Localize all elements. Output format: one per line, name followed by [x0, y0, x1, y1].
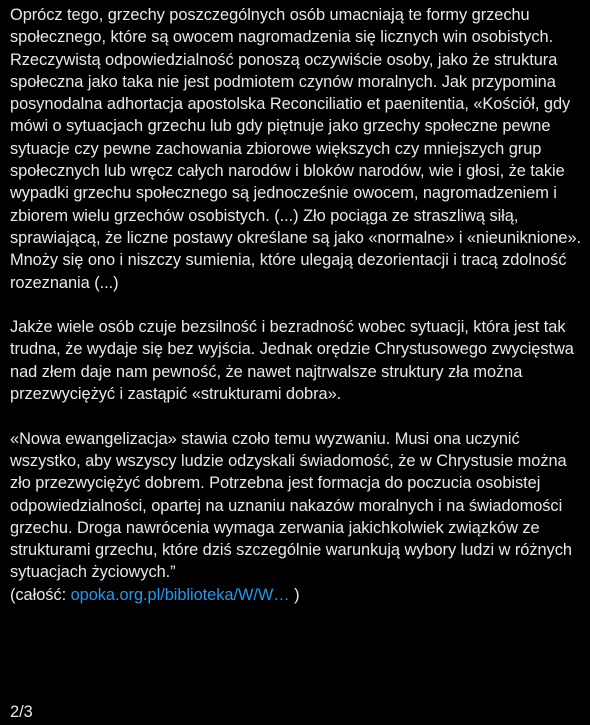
source-prefix: (całość:: [10, 585, 71, 604]
source-line: [10, 584, 582, 606]
post-body: [10, 4, 582, 606]
post-paragraph-3-text: «Nowa ewangelizacja» stawia czoło temu wyzwaniu. Musi ona uczynić wszystko, aby wszyscy ludzie odzyskali świadomość, że w Chrystusie można zło przezwyciężyć dobrem. Potrzebna jest formacja do poczucia osobistej odpowiedzialności, opartej na uznaniu nakazów moralnych i na świadomości grzechu. Droga nawrócenia wymaga zerwania jakichkolwiek związków ze strukturami grzechu, które dziś szczególnie warunkują wybory ludzi w różnych sytuacjach życiowych.”: [10, 429, 572, 582]
thread-counter: 2/3: [10, 703, 33, 721]
post-paragraph-1: Oprócz tego, grzechy poszczególnych osób umacniają te formy grzechu społecznego, które są owocem nagromadzenia się licznych win osobistych. Rzeczywistą odpowiedzialność ponoszą oczywiście osoby, jako że struktura społeczna jako taka nie jest podmiotem czynów moralnych. Jak przypomina posynodalna adhortacja apostolska Reconciliatio et paenitentia, «Kościół, gdy mówi o sytuacjach grzechu lub gdy piętnuje jako grzechy społeczne pewne sytuacje czy pewne zachowania zbiorowe większych czy mniejszych grup społecznych lub wręcz całych narodów i bloków narodów, wie i głosi, że takie wypadki grzechu społecznego są jednocześnie owocem, nagromadzeniem i zbiorem wielu grzechów osobistych. (...) Zło pociąga ze straszliwą siłą, sprawiającą, że liczne postawy określane są jako «normalne» i «nieuniknione». Mnoży się ono i niszczy sumienia, które ulegają dezorientacji i tracą zdolność rozeznania (...): [10, 6, 582, 292]
source-link[interactable]: opoka.org.pl/biblioteka/W/W…: [70, 585, 290, 604]
post-paragraph-3: [10, 428, 582, 606]
source-suffix: ): [289, 585, 300, 604]
post-paragraph-2: Jakże wiele osób czuje bezsilność i bezradność wobec sytuacji, która jest tak trudna, że wydaje się bez wyjścia. Jednak orędzie Chrystusowego zwycięstwa nad złem daje nam pewność, że nawet najtrwalsze struktury zła można przezwyciężyć i zastąpić «strukturami dobra».: [10, 318, 574, 404]
